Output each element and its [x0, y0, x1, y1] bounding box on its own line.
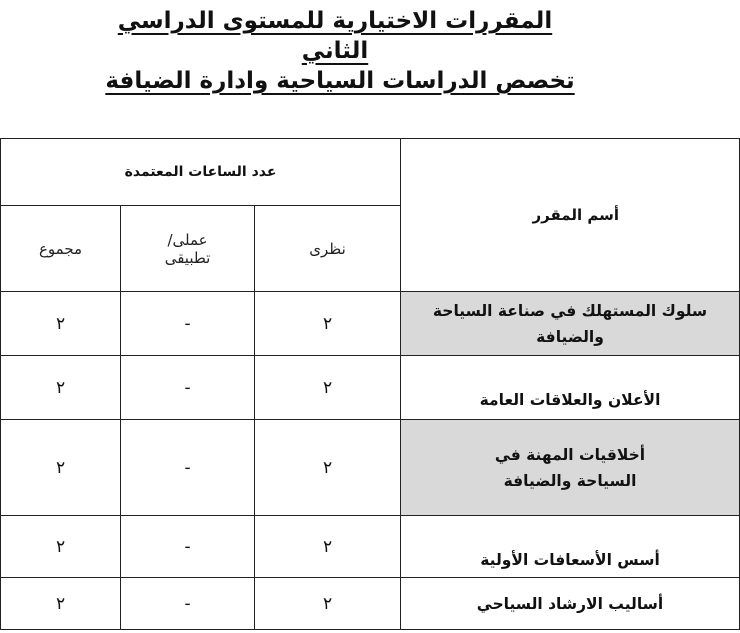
- theory-cell: ٢: [255, 292, 401, 356]
- practical-header-line-2: تطبيقى: [164, 248, 211, 267]
- practical-header-line-1: عملى/: [167, 230, 208, 249]
- practical-cell: -: [121, 578, 255, 630]
- theory-cell: ٢: [255, 356, 401, 420]
- courses-table: [0, 138, 740, 630]
- page-subtitle: [95, 66, 585, 96]
- course-name-cell: الأعلان والعلاقات العامة: [401, 356, 740, 420]
- practical-cell: -: [121, 356, 255, 420]
- theory-header: نظرى: [255, 206, 401, 292]
- practical-cell: -: [121, 516, 255, 578]
- title-line-1: المقررات الاختيارية للمستوى الدراسي الثاني: [117, 8, 553, 64]
- total-cell: ٢: [1, 420, 121, 516]
- credit-hours-header: عدد الساعات المعتمدة: [1, 139, 401, 206]
- total-cell: ٢: [1, 578, 121, 630]
- theory-cell: ٢: [255, 420, 401, 516]
- practical-cell: -: [121, 292, 255, 356]
- total-cell: ٢: [1, 516, 121, 578]
- course-name-header: أسم المقرر: [401, 139, 740, 292]
- title-line-2: تخصص الدراسات السياحية وادارة الضيافة: [105, 68, 575, 94]
- total-header: مجموع: [1, 206, 121, 292]
- total-cell: ٢: [1, 356, 121, 420]
- total-cell: ٢: [1, 292, 121, 356]
- practical-cell: -: [121, 420, 255, 516]
- course-name-cell: أسس الأسعافات الأولية: [401, 516, 740, 578]
- course-name-cell: سلوك المستهلك في صناعة السياحة والضيافة: [401, 292, 740, 356]
- course-name-cell: أخلاقيات المهنة في السياحة والضيافة: [401, 420, 740, 516]
- practical-header: [121, 206, 255, 292]
- theory-cell: ٢: [255, 516, 401, 578]
- course-name-cell: أساليب الارشاد السياحي: [401, 578, 740, 630]
- page-title: [85, 6, 585, 66]
- theory-cell: ٢: [255, 578, 401, 630]
